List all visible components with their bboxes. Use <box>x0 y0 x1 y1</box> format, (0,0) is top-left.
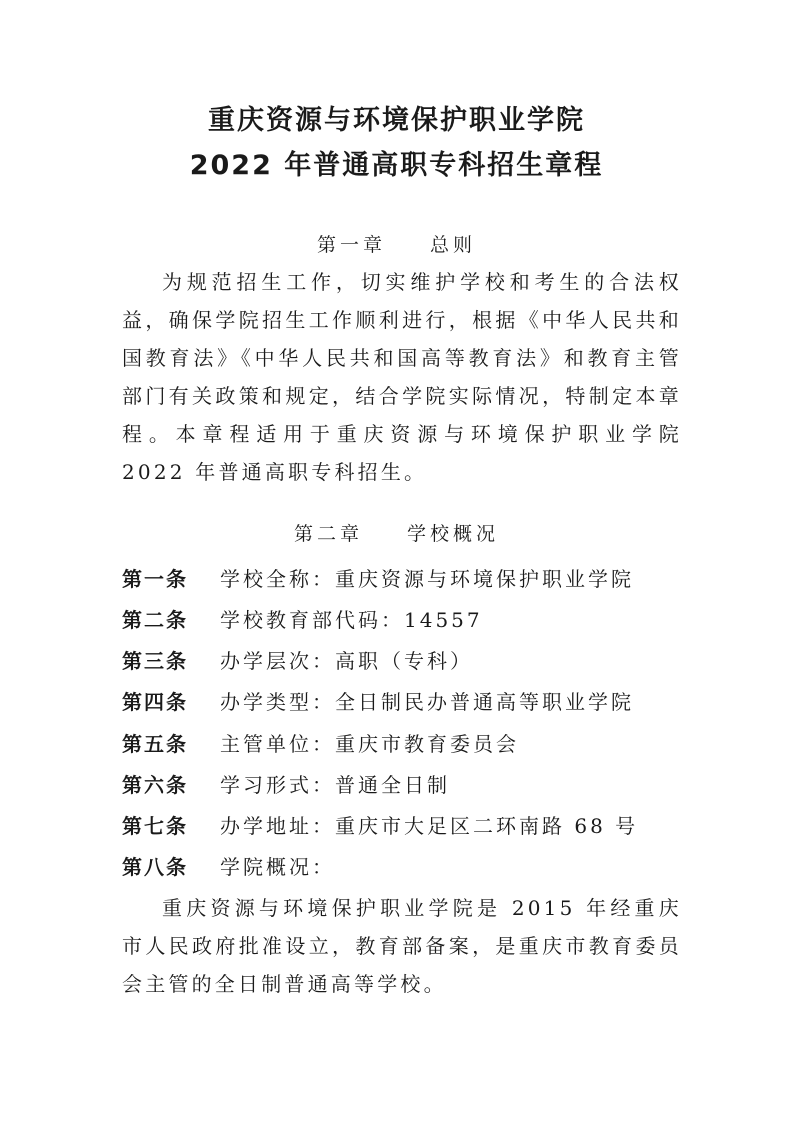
article-5 <box>122 728 702 757</box>
article-text: 学院概况： <box>220 855 335 879</box>
chapter1-name: 总则 <box>430 234 477 256</box>
chapter2-number: 第二章 <box>293 523 363 545</box>
chapter1-paragraph: 为规范招生工作，切实维护学校和考生的合法权益，确保学院招生工作顺利进行，根据《中华人民共和国教育法》《中华人民共和国高等教育法》和教育主管部门有关政策和规定，结合学院实际情况，特制定本章程。本章程适用于重庆资源与环境保护职业学院 2022 年普通高职专科招生。 <box>122 270 682 484</box>
article-text: 办学地址：重庆市大足区二环南路 68 号 <box>220 814 639 838</box>
document-title-line1: 重庆资源与环境保护职业学院 <box>208 105 585 136</box>
article-text: 办学类型：全日制民办普通高等职业学院 <box>220 690 634 714</box>
overview-paragraph: 重庆资源与环境保护职业学院是 2015 年经重庆市人民政府批准设立，教育部备案，是重庆市教育委员会主管的全日制普通高等学校。 <box>122 896 682 996</box>
article-text: 学习形式：普通全日制 <box>220 773 450 797</box>
article-text: 办学层次：高职（专科） <box>220 649 473 673</box>
article-1 <box>122 563 702 592</box>
article-8 <box>122 851 702 880</box>
chapter1-heading <box>0 230 793 257</box>
article-2 <box>122 604 702 633</box>
chapter1-number: 第一章 <box>316 234 386 256</box>
document-title-line2: 2022 年普通高职专科招生章程 <box>189 150 604 181</box>
article-label: 第一条 <box>122 567 188 591</box>
chapter2-heading <box>0 519 793 546</box>
article-4 <box>122 686 702 715</box>
article-text: 主管单位：重庆市教育委员会 <box>220 732 519 756</box>
article-3 <box>122 645 702 674</box>
article-label: 第八条 <box>122 855 188 879</box>
article-6 <box>122 769 702 798</box>
article-text: 学校教育部代码：14557 <box>220 608 483 632</box>
article-7 <box>122 810 702 839</box>
article-label: 第四条 <box>122 690 188 714</box>
article-label: 第二条 <box>122 608 188 632</box>
article-label: 第六条 <box>122 773 188 797</box>
article-label: 第七条 <box>122 814 188 838</box>
article-text: 学校全称：重庆资源与环境保护职业学院 <box>220 567 634 591</box>
chapter2-name: 学校概况 <box>407 523 500 545</box>
article-label: 第三条 <box>122 649 188 673</box>
article-label: 第五条 <box>122 732 188 756</box>
